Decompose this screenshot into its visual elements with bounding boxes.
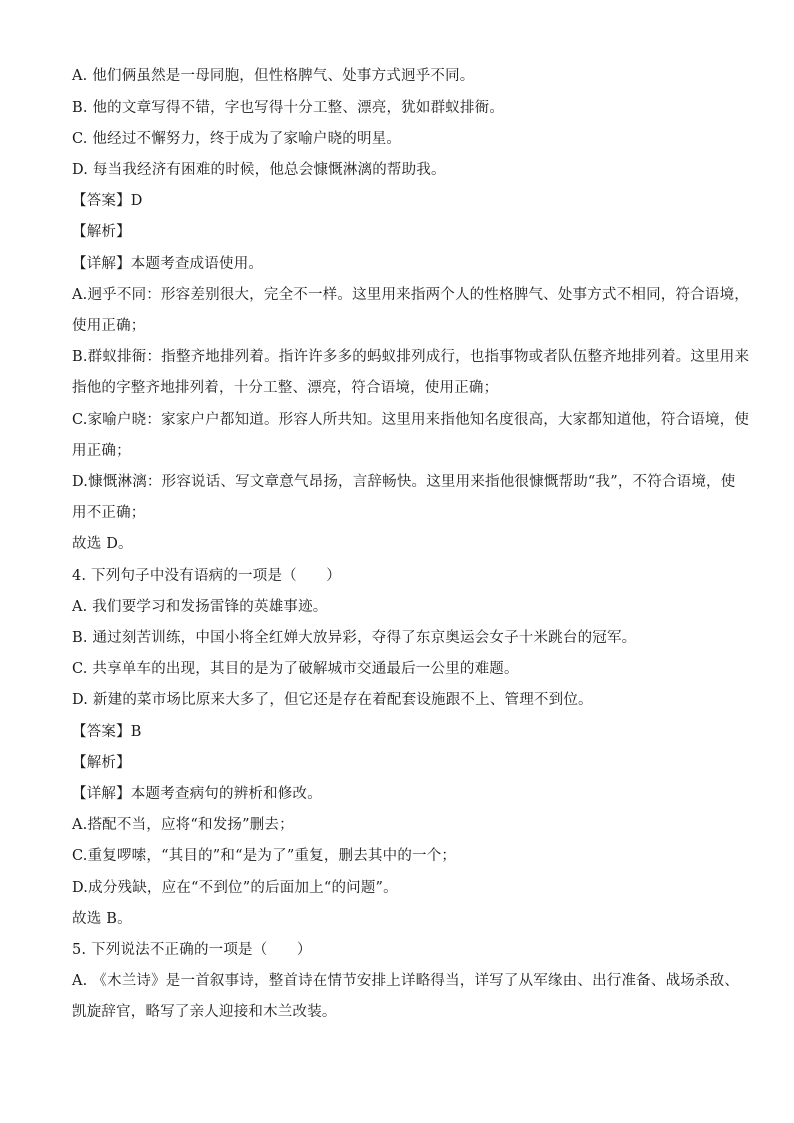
q3-explanation-b-line1: B.群蚁排衙：指整齐地排列着。指许许多多的蚂蚁排列成行，也指事物或者队伍整齐地排列着。这里用来 (72, 349, 750, 365)
q4-option-b: B. 通过刻苦训练，中国小将全红婵大放异彩，夺得了东京奥运会女子十米跳台的冠军。 (72, 630, 637, 646)
q4-explanation-c: C.重复啰嗦，“其目的”和“是为了”重复，删去其中的一个； (72, 848, 457, 864)
q5-question: 5. 下列说法不正确的一项是（ ） (72, 942, 312, 958)
q4-option-a: A. 我们要学习和发扬雷锋的英雄事迹。 (72, 599, 328, 615)
q3-option-a: A. 他们俩虽然是一母同胞，但性格脾气、处事方式迥乎不同。 (72, 68, 475, 84)
q3-explanation-b-line2: 指他的字整齐地排列着，十分工整、漂亮，符合语境，使用正确； (72, 380, 499, 396)
q3-explanation-d-line1: D.慷慨淋漓：形容说话、写文章意气昂扬，言辞畅快。这里用来指他很慷慨帮助“我”，不符合语境，使 (72, 474, 736, 490)
q3-option-c: C. 他经过不懈努力，终于成为了家喻户晓的明星。 (72, 131, 402, 147)
q4-answer: 【答案】B (72, 724, 142, 740)
q5-option-a-line1: A. 《木兰诗》是一首叙事诗，整首诗在情节安排上详略得当，详写了从军缘由、出行准备、战场杀敌、 (72, 973, 740, 989)
q3-conclusion: 故选 D。 (72, 536, 133, 552)
q3-explanation-d-line2: 用不正确； (72, 505, 146, 521)
q4-question: 4. 下列句子中没有语病的一项是（ ） (72, 568, 341, 584)
q4-conclusion: 故选 B。 (72, 911, 132, 927)
q3-answer: 【答案】D (72, 193, 143, 209)
q4-analysis-header: 【解析】 (72, 755, 131, 771)
q3-analysis-header: 【解析】 (72, 224, 131, 240)
q3-explanation-c-line1: C.家喻户晓：家家户户都知道。形容人所共知。这里用来指他知名度很高，大家都知道他，符合语境，使 (72, 412, 750, 428)
q3-explanation-a-line1: A.迥乎不同：形容差别很大，完全不一样。这里用来指两个人的性格脾气、处事方式不相同，符合语境， (72, 287, 749, 303)
q4-option-d: D. 新建的菜市场比原来大多了，但它还是存在着配套设施跟不上、管理不到位。 (72, 692, 593, 708)
q3-option-d: D. 每当我经济有困难的时候，他总会慷慨淋漓的帮助我。 (72, 162, 446, 178)
q3-explanation-a-line2: 使用正确； (72, 318, 146, 334)
q4-explanation-d: D.成分残缺，应在“不到位”的后面加上“的问题”。 (72, 880, 398, 896)
q5-option-a-line2: 凯旋辞官，略写了亲人迎接和木兰改装。 (72, 1004, 337, 1020)
q3-option-b: B. 他的文章写得不错，字也写得十分工整、漂亮，犹如群蚁排衙。 (72, 100, 505, 116)
q3-explanation-c-line2: 用正确； (72, 443, 131, 459)
q4-explanation-a: A.搭配不当，应将“和发扬”删去； (72, 817, 294, 833)
q4-option-c: C. 共享单车的出现，其目的是为了破解城市交通最后一公里的难题。 (72, 661, 519, 677)
q3-detail: 【详解】本题考查成语使用。 (72, 256, 264, 272)
q4-detail: 【详解】本题考查病句的辨析和修改。 (72, 786, 322, 802)
